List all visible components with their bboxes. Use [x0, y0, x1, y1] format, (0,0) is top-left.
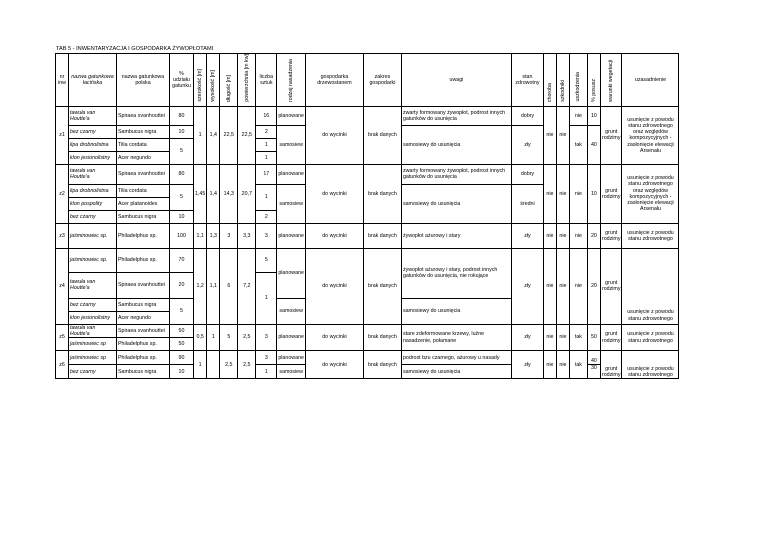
species-polish: Tilia cordata	[117, 184, 170, 197]
header-site: warunki wegetacji	[600, 54, 622, 107]
z4-nr: z4	[56, 248, 69, 324]
origin-value: planowane	[277, 248, 306, 298]
header-origin: rodzaj nasadzenia	[277, 54, 306, 107]
height-value: 1,4	[207, 106, 220, 164]
loss-value: 10	[587, 164, 600, 223]
species-polish: Philadelphus sp.	[117, 351, 170, 365]
length-value: 5	[220, 324, 238, 350]
site-value: grunt rodzimy	[600, 324, 622, 350]
species-latin: bez czarny	[69, 125, 117, 138]
count-value: 17	[256, 164, 277, 184]
loss-value: 50	[587, 324, 600, 350]
species-latin: bez czarny	[69, 365, 117, 379]
management-value: do wycinki	[305, 324, 363, 350]
site-value: grunt rodzimy	[600, 164, 622, 223]
table-row	[56, 164, 679, 184]
condition-value: zły	[511, 324, 543, 350]
height-value: 1,1	[207, 248, 220, 324]
table-row	[56, 106, 679, 125]
species-share: 100	[170, 223, 194, 248]
scope-value: brak danych	[363, 248, 401, 324]
species-latin: tawuła van Houtte'a	[69, 272, 117, 298]
species-polish: Spiraea xvanhouttei	[117, 272, 170, 298]
species-share: 20	[170, 272, 194, 298]
header-latin-name: nazwa gatunkowa łacińska	[69, 54, 117, 107]
header-length: długość [m]	[220, 54, 238, 107]
site-value: grunt rodzimy	[600, 351, 622, 379]
height-value: 1,3	[207, 223, 220, 248]
scope-value: brak danych	[363, 351, 401, 379]
note-value: podrost bzu czarnego, ażurowy u nasady	[401, 351, 511, 365]
header-area: powierzchnia [m kw]	[238, 54, 256, 107]
species-share: 80	[170, 106, 194, 125]
species-latin: jaśminowiec sp.	[69, 223, 117, 248]
species-share: 70	[170, 248, 194, 272]
species-share: 50	[170, 338, 194, 351]
species-polish: Sambucus nigra	[117, 298, 170, 311]
header-loss: % posusz	[587, 54, 600, 107]
header-polish-name: nazwa gatunkowa polska	[117, 54, 170, 107]
pests-value: nie	[556, 106, 569, 164]
species-polish: Philadelphus sp.	[117, 338, 170, 351]
height-value	[207, 351, 220, 379]
species-polish: Philadelphus sp.	[117, 223, 170, 248]
species-polish: Acer negundo	[117, 311, 170, 324]
table-row	[56, 248, 679, 272]
origin-value: planowane	[277, 106, 306, 125]
species-share: 80	[170, 164, 194, 184]
header-justification: uzasadnienie	[622, 54, 679, 107]
table-title: TAB 5 - INWENTARYZACJA I GOSPODARKA ŻYWOPŁOTAMI	[56, 46, 214, 52]
species-share: 5	[170, 138, 194, 164]
count-value: 16	[256, 106, 277, 125]
condition-value: dobry	[511, 164, 543, 184]
species-share: 5	[170, 184, 194, 210]
area-value: 2,5	[238, 324, 256, 350]
origin-value: planowane	[277, 164, 306, 184]
loss-value: 20	[587, 248, 600, 324]
justification-value: usunięcie z powodu stanu zdrowotnego	[622, 351, 679, 379]
pests-value: nie	[556, 223, 569, 248]
count-value: 1	[256, 138, 277, 151]
site-value: grunt rodzimy	[600, 248, 622, 324]
hedge-inventory-table	[55, 53, 679, 379]
species-latin: klon pospolity	[69, 197, 117, 210]
species-share: 5	[170, 298, 194, 324]
species-polish: Spiraea xvanhouttei	[117, 324, 170, 337]
species-latin: lipa drobnolistna	[69, 138, 117, 151]
loss-value: 40	[587, 125, 600, 164]
condition-value: średni	[511, 184, 543, 223]
table-row	[56, 223, 679, 248]
condition-value: zły	[511, 351, 543, 379]
species-share: 10	[170, 125, 194, 138]
site-value: grunt rodzimy	[600, 106, 622, 164]
note-value: zwarty formowany żywopłot, podrost innych gatunków do usunięcia	[401, 106, 511, 125]
length-value: 14,3	[220, 164, 238, 223]
damage-value: tak	[569, 125, 587, 164]
damage-value: tak	[569, 351, 587, 379]
species-polish: Acer negundo	[117, 151, 170, 164]
origin-value: samosiew	[277, 125, 306, 164]
pests-value: nie	[556, 248, 569, 324]
header-share: % udziału gatunku	[170, 54, 194, 107]
scope-value: brak danych	[363, 324, 401, 350]
disease-value: nie	[543, 164, 556, 223]
species-polish: Sambucus nigra	[117, 210, 170, 223]
loss-value: 20	[587, 223, 600, 248]
header-width: szerokość [m]	[194, 54, 207, 107]
note-value: samosiewy do usunięcia	[401, 298, 511, 324]
z1-nr: z1	[56, 106, 69, 164]
length-value: 22,5	[220, 106, 238, 164]
loss-value: 30	[587, 365, 600, 379]
pests-value: nie	[556, 351, 569, 379]
note-value: żywopłot ażurowy i stary, podrost innych gatunków do usunięcia, nie rokujące	[401, 248, 511, 298]
area-value: 7,2	[238, 248, 256, 324]
disease-value: nie	[543, 248, 556, 324]
count-value: 1	[256, 272, 277, 324]
justification-value: usunięcie z powodu stanu zdrowotnego oraz względów kompozycyjnych - zasłonięcie elewacji Arsenału	[622, 164, 679, 223]
disease-value: nie	[543, 223, 556, 248]
width-value: 1,2	[194, 248, 207, 324]
species-latin: tawuła van Houtte'a	[69, 324, 117, 337]
condition-value: dobry	[511, 106, 543, 125]
note-value: żywopłot ażurowy i stary	[401, 223, 511, 248]
note-value: samosiewy do usunięcia	[401, 125, 511, 164]
area-value: 22,5	[238, 106, 256, 164]
species-polish: Spiraea xvanhouttei	[117, 106, 170, 125]
note-value: stare zdeformowane krzewy, luźne nasadzenie, połamane	[401, 324, 511, 350]
height-value: 1	[207, 324, 220, 350]
species-latin: tawuła van Houtte'a	[69, 106, 117, 125]
count-value: 2	[256, 210, 277, 223]
condition-value: zły	[511, 223, 543, 248]
origin-value: planowane	[277, 324, 306, 350]
origin-value: planowane	[277, 351, 306, 365]
condition-value: zły	[511, 248, 543, 324]
header-nr: nr inw	[56, 54, 69, 107]
header-damage: uszkodzenia	[569, 54, 587, 107]
header-management: gospodarka drzewostanem	[305, 54, 363, 107]
species-share: 10	[170, 210, 194, 223]
length-value: 2,5	[220, 351, 238, 379]
width-value: 1,1	[194, 223, 207, 248]
table-row	[56, 324, 679, 337]
header-height: wysokość [m]	[207, 54, 220, 107]
management-value: do wycinki	[305, 106, 363, 164]
area-value: 3,3	[238, 223, 256, 248]
count-value: 3	[256, 351, 277, 365]
site-value: grunt rodzimy	[600, 223, 622, 248]
length-value: 3	[220, 223, 238, 248]
species-latin: bez czarny	[69, 210, 117, 223]
management-value: do wycinki	[305, 248, 363, 324]
header-pests: szkodniki	[556, 54, 569, 107]
species-latin: jaśminowiec sp	[69, 338, 117, 351]
damage-value: tak	[569, 324, 587, 350]
header-condition: stan zdrowotny	[511, 54, 543, 107]
species-polish: Tilia cordata	[117, 138, 170, 151]
disease-value: nie	[543, 106, 556, 164]
header-row	[56, 54, 679, 107]
management-value: do wycinki	[305, 223, 363, 248]
z3-nr: z3	[56, 223, 69, 248]
scope-value: brak danych	[363, 106, 401, 164]
z2-nr: z2	[56, 164, 69, 223]
width-value: 1	[194, 106, 207, 164]
justification-value: usunięcie z powodu stanu zdrowotnego oraz względów kompozycyjnych - zasłonięcie elewacji Arsenału	[622, 106, 679, 164]
header-count: liczba sztuk	[256, 54, 277, 107]
width-value: 1	[194, 351, 207, 379]
count-value: 3	[256, 223, 277, 248]
justification-value: usunięcie z powodu stanu zdrowotnego	[622, 248, 679, 324]
disease-value: nie	[543, 324, 556, 350]
count-value: 5	[256, 248, 277, 272]
damage-value: nie	[569, 248, 587, 324]
species-latin: klon jesionolistny	[69, 311, 117, 324]
species-share: 10	[170, 365, 194, 379]
length-value: 6	[220, 248, 238, 324]
count-value: 2	[256, 125, 277, 138]
header-scope: zakres gospodarki	[363, 54, 401, 107]
origin-value: samosiew	[277, 184, 306, 223]
damage-value: nie	[569, 106, 587, 125]
management-value: do wycinki	[305, 164, 363, 223]
z5-nr: z5	[56, 324, 69, 350]
width-value: 1,45	[194, 164, 207, 223]
origin-value: samosiew	[277, 365, 306, 379]
species-polish: Sambucus nigra	[117, 365, 170, 379]
species-polish: Acer platanoides	[117, 197, 170, 210]
loss-value: 40	[587, 351, 600, 365]
species-latin: lipa drobnolistna	[69, 184, 117, 197]
justification-value: usunięcie z powodu stanu zdrowotnego	[622, 223, 679, 248]
species-polish: Sambucus nigra	[117, 125, 170, 138]
species-share: 90	[170, 351, 194, 365]
species-latin: klon jesionolistny	[69, 151, 117, 164]
header-notes: uwagi	[401, 54, 511, 107]
management-value: do wycinki	[305, 351, 363, 379]
count-value: 1	[256, 151, 277, 164]
origin-value: samosiew	[277, 298, 306, 324]
species-latin: jaśminowiec sp	[69, 351, 117, 365]
area-value: 2,5	[238, 351, 256, 379]
species-latin: tawuła van Houtte'a	[69, 164, 117, 184]
count-value: 3	[256, 324, 277, 350]
area-value: 20,7	[238, 164, 256, 223]
count-value: 1	[256, 184, 277, 210]
note-value: samosiewy do usunięcia	[401, 365, 511, 379]
disease-value: nie	[543, 351, 556, 379]
loss-value: 10	[587, 106, 600, 125]
species-latin: jaśminowiec sp.	[69, 248, 117, 272]
header-disease: choroba	[543, 54, 556, 107]
species-share: 50	[170, 324, 194, 337]
z6-nr: z6	[56, 351, 69, 379]
height-value: 1,4	[207, 164, 220, 223]
count-value: 1	[256, 365, 277, 379]
pests-value: nie	[556, 324, 569, 350]
scope-value: brak danych	[363, 223, 401, 248]
note-value: zwarty formowany żywopłot, podrost innych gatunków do usunięcia	[401, 164, 511, 184]
scope-value: brak danych	[363, 164, 401, 223]
species-polish: Philadelphus sp.	[117, 248, 170, 272]
species-polish: Spiraea xvanhouttei	[117, 164, 170, 184]
pests-value: nie	[556, 164, 569, 223]
origin-value: planowane	[277, 223, 306, 248]
damage-value: nie	[569, 223, 587, 248]
width-value: 0,5	[194, 324, 207, 350]
species-latin: bez czarny	[69, 298, 117, 311]
note-value: samosiewy do usunięcia	[401, 184, 511, 223]
justification-value: usunięcie z powodu stanu zdrowotnego	[622, 324, 679, 350]
table-row	[56, 351, 679, 365]
damage-value: nie	[569, 164, 587, 223]
condition-value: zły	[511, 125, 543, 164]
